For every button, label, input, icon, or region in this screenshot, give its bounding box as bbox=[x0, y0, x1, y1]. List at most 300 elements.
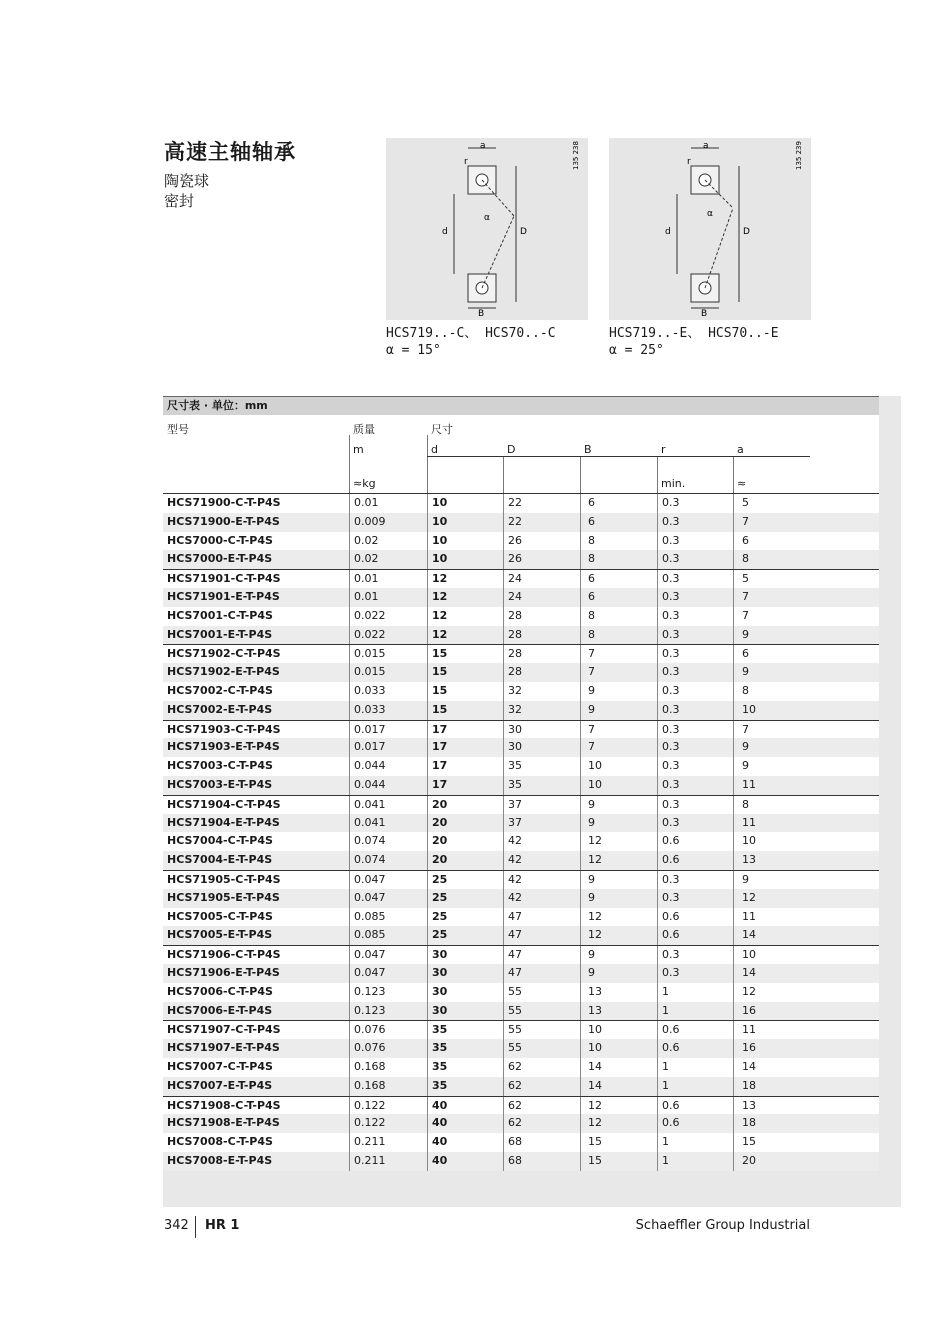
cell-D: 42 bbox=[503, 832, 580, 851]
cell-r: 0.6 bbox=[657, 926, 733, 945]
table-row bbox=[163, 870, 879, 889]
header-dimensions: 尺寸 bbox=[431, 423, 453, 436]
cell-a: 14 bbox=[733, 926, 810, 945]
cell-B: 10 bbox=[580, 1021, 657, 1039]
cell-a: 18 bbox=[733, 1114, 810, 1133]
cell-D: 30 bbox=[503, 721, 580, 739]
cell-d: 15 bbox=[427, 701, 503, 720]
cell-D: 28 bbox=[503, 663, 580, 682]
cell-type: HCS71900-E-T-P4S bbox=[167, 514, 280, 528]
cell-r: 1 bbox=[657, 1152, 733, 1171]
cell-a: 9 bbox=[733, 738, 810, 757]
cell-type: HCS7002-C-T-P4S bbox=[167, 683, 273, 697]
cell-type: HCS71905-C-T-P4S bbox=[167, 872, 281, 886]
cell-D: 55 bbox=[503, 1002, 580, 1021]
cell-mass: 0.085 bbox=[349, 926, 427, 945]
cell-d: 17 bbox=[427, 738, 503, 757]
cell-D: 24 bbox=[503, 588, 580, 607]
company-name: Schaeffler Group Industrial bbox=[635, 1218, 810, 1233]
cell-r: 1 bbox=[657, 1058, 733, 1077]
cell-mass: 0.017 bbox=[349, 738, 427, 757]
table-row bbox=[163, 908, 879, 927]
table-row bbox=[163, 569, 879, 588]
table-row bbox=[163, 964, 879, 983]
cell-d: 35 bbox=[427, 1077, 503, 1096]
cell-D: 22 bbox=[503, 494, 580, 513]
cell-d: 12 bbox=[427, 570, 503, 588]
cell-mass: 0.044 bbox=[349, 757, 427, 776]
cell-D: 28 bbox=[503, 626, 580, 645]
table-body bbox=[163, 494, 879, 1171]
label-a: a bbox=[703, 141, 709, 151]
cell-D: 55 bbox=[503, 983, 580, 1002]
cell-mass: 0.047 bbox=[349, 964, 427, 983]
cell-r: 0.3 bbox=[657, 964, 733, 983]
cell-mass: 0.022 bbox=[349, 607, 427, 626]
cell-B: 6 bbox=[580, 494, 657, 513]
cell-a: 6 bbox=[733, 532, 810, 551]
cell-a: 13 bbox=[733, 1097, 810, 1115]
cell-a: 13 bbox=[733, 851, 810, 870]
cell-mass: 0.085 bbox=[349, 908, 427, 927]
cell-D: 47 bbox=[503, 908, 580, 927]
cell-B: 12 bbox=[580, 1097, 657, 1115]
table-row bbox=[163, 945, 879, 964]
cell-D: 68 bbox=[503, 1133, 580, 1152]
cell-d: 25 bbox=[427, 908, 503, 927]
table-row bbox=[163, 607, 879, 626]
label-d: d bbox=[442, 227, 448, 237]
figure-angle: α = 25° bbox=[609, 343, 664, 358]
cell-B: 8 bbox=[580, 607, 657, 626]
cell-B: 14 bbox=[580, 1058, 657, 1077]
cell-a: 6 bbox=[733, 645, 810, 663]
cell-a: 8 bbox=[733, 682, 810, 701]
cell-D: 28 bbox=[503, 645, 580, 663]
cell-type: HCS71901-C-T-P4S bbox=[167, 572, 281, 586]
cell-mass: 0.02 bbox=[349, 550, 427, 569]
table-row bbox=[163, 1077, 879, 1096]
table-row bbox=[163, 1114, 879, 1133]
cell-type: HCS7005-E-T-P4S bbox=[167, 928, 273, 942]
cell-d: 10 bbox=[427, 513, 503, 532]
cell-mass: 0.076 bbox=[349, 1039, 427, 1058]
cell-r: 0.6 bbox=[657, 1039, 733, 1058]
cell-type: HCS71905-E-T-P4S bbox=[167, 890, 280, 904]
label-D: D bbox=[520, 227, 527, 237]
cell-d: 25 bbox=[427, 926, 503, 945]
cell-d: 12 bbox=[427, 607, 503, 626]
table-row bbox=[163, 532, 879, 551]
cell-r: 0.6 bbox=[657, 908, 733, 927]
cell-D: 32 bbox=[503, 701, 580, 720]
cell-D: 62 bbox=[503, 1114, 580, 1133]
cell-mass: 0.211 bbox=[349, 1133, 427, 1152]
cell-D: 47 bbox=[503, 964, 580, 983]
cell-D: 32 bbox=[503, 682, 580, 701]
cell-type: HCS71903-E-T-P4S bbox=[167, 740, 280, 754]
cell-mass: 0.033 bbox=[349, 682, 427, 701]
cell-B: 8 bbox=[580, 626, 657, 645]
cell-a: 11 bbox=[733, 814, 810, 833]
cell-mass: 0.074 bbox=[349, 832, 427, 851]
cell-B: 8 bbox=[580, 532, 657, 551]
cell-B: 7 bbox=[580, 721, 657, 739]
cell-type: HCS7000-C-T-P4S bbox=[167, 533, 273, 547]
cell-mass: 0.009 bbox=[349, 513, 427, 532]
cell-d: 25 bbox=[427, 871, 503, 889]
cell-type: HCS71900-C-T-P4S bbox=[167, 496, 281, 509]
cell-a: 8 bbox=[733, 550, 810, 569]
cell-type: HCS7007-E-T-P4S bbox=[167, 1078, 273, 1092]
header-r: r bbox=[661, 443, 666, 456]
cell-d: 30 bbox=[427, 946, 503, 964]
cell-a: 18 bbox=[733, 1077, 810, 1096]
cell-type: HCS7004-C-T-P4S bbox=[167, 834, 273, 848]
header-a-approx: ≈ bbox=[737, 477, 747, 490]
cell-type: HCS71908-C-T-P4S bbox=[167, 1098, 281, 1112]
cell-type: HCS7008-E-T-P4S bbox=[167, 1153, 273, 1167]
table-row bbox=[163, 738, 879, 757]
cell-d: 17 bbox=[427, 757, 503, 776]
cell-d: 25 bbox=[427, 889, 503, 908]
table-row bbox=[163, 1058, 879, 1077]
cell-type: HCS7000-E-T-P4S bbox=[167, 552, 273, 566]
cell-mass: 0.047 bbox=[349, 871, 427, 889]
cell-D: 55 bbox=[503, 1039, 580, 1058]
cell-B: 12 bbox=[580, 832, 657, 851]
cell-mass: 0.168 bbox=[349, 1077, 427, 1096]
cell-B: 8 bbox=[580, 550, 657, 569]
cell-type: HCS7005-C-T-P4S bbox=[167, 909, 273, 923]
cell-D: 62 bbox=[503, 1058, 580, 1077]
label-D: D bbox=[743, 227, 750, 237]
cell-D: 24 bbox=[503, 570, 580, 588]
header-kg: ≈kg bbox=[353, 477, 376, 490]
cell-type: HCS7001-E-T-P4S bbox=[167, 627, 273, 641]
cell-a: 10 bbox=[733, 701, 810, 720]
header-r-min: min. bbox=[661, 477, 686, 490]
figure-ref: 135 238 bbox=[572, 141, 580, 170]
table-title: 尺寸表 · 单位：mm bbox=[163, 396, 879, 415]
cell-mass: 0.123 bbox=[349, 983, 427, 1002]
cell-D: 26 bbox=[503, 550, 580, 569]
table-header bbox=[163, 415, 879, 494]
table-row bbox=[163, 1096, 879, 1115]
cell-B: 6 bbox=[580, 588, 657, 607]
header-d: d bbox=[431, 443, 438, 456]
cell-d: 10 bbox=[427, 532, 503, 551]
cell-B: 14 bbox=[580, 1077, 657, 1096]
cell-r: 0.6 bbox=[657, 1021, 733, 1039]
header-type: 型号 bbox=[167, 423, 189, 436]
header-D: D bbox=[507, 443, 516, 456]
cell-D: 37 bbox=[503, 814, 580, 833]
cell-type: HCS7002-E-T-P4S bbox=[167, 702, 273, 716]
cell-r: 0.3 bbox=[657, 645, 733, 663]
cell-mass: 0.047 bbox=[349, 946, 427, 964]
cell-r: 1 bbox=[657, 983, 733, 1002]
table-row bbox=[163, 550, 879, 569]
header-mass: 质量 bbox=[353, 423, 375, 436]
cell-type: HCS71902-E-T-P4S bbox=[167, 665, 280, 679]
cell-mass: 0.01 bbox=[349, 570, 427, 588]
cell-type: HCS71906-C-T-P4S bbox=[167, 948, 281, 962]
table-row bbox=[163, 926, 879, 945]
cell-d: 10 bbox=[427, 494, 503, 513]
cell-type: HCS71902-C-T-P4S bbox=[167, 647, 281, 661]
cell-type: HCS7004-E-T-P4S bbox=[167, 853, 273, 867]
cell-r: 0.3 bbox=[657, 701, 733, 720]
bearing-cross-section-e bbox=[609, 138, 811, 320]
cell-B: 9 bbox=[580, 682, 657, 701]
cell-D: 42 bbox=[503, 851, 580, 870]
cell-B: 9 bbox=[580, 946, 657, 964]
cell-a: 5 bbox=[733, 494, 810, 513]
cell-B: 9 bbox=[580, 796, 657, 814]
label-B: B bbox=[478, 309, 485, 319]
cell-mass: 0.033 bbox=[349, 701, 427, 720]
cell-mass: 0.01 bbox=[349, 588, 427, 607]
cell-mass: 0.015 bbox=[349, 645, 427, 663]
cell-a: 11 bbox=[733, 776, 810, 795]
cell-D: 22 bbox=[503, 513, 580, 532]
cell-a: 11 bbox=[733, 1021, 810, 1039]
bearing-drawing-e bbox=[609, 138, 811, 320]
table-row bbox=[163, 494, 879, 513]
figure-ref: 135 239 bbox=[795, 141, 803, 170]
cell-B: 6 bbox=[580, 513, 657, 532]
cell-mass: 0.01 bbox=[349, 494, 427, 513]
cell-d: 10 bbox=[427, 550, 503, 569]
cell-a: 7 bbox=[733, 607, 810, 626]
cell-D: 35 bbox=[503, 757, 580, 776]
cell-type: HCS71903-C-T-P4S bbox=[167, 722, 281, 736]
heading-block bbox=[164, 136, 296, 211]
cell-r: 0.3 bbox=[657, 626, 733, 645]
table-row bbox=[163, 851, 879, 870]
cell-type: HCS7006-E-T-P4S bbox=[167, 1003, 273, 1017]
cell-D: 62 bbox=[503, 1097, 580, 1115]
table-row bbox=[163, 795, 879, 814]
cell-type: HCS71908-E-T-P4S bbox=[167, 1116, 280, 1130]
cell-mass: 0.015 bbox=[349, 663, 427, 682]
cell-D: 37 bbox=[503, 796, 580, 814]
cell-r: 0.3 bbox=[657, 532, 733, 551]
cell-D: 62 bbox=[503, 1077, 580, 1096]
cell-type: HCS71904-C-T-P4S bbox=[167, 797, 281, 811]
cell-r: 0.3 bbox=[657, 607, 733, 626]
cell-d: 30 bbox=[427, 964, 503, 983]
cell-B: 9 bbox=[580, 964, 657, 983]
cell-a: 12 bbox=[733, 983, 810, 1002]
table-row bbox=[163, 832, 879, 851]
cell-D: 28 bbox=[503, 607, 580, 626]
cell-d: 40 bbox=[427, 1114, 503, 1133]
cell-d: 17 bbox=[427, 776, 503, 795]
page-footer bbox=[164, 1216, 810, 1236]
cell-D: 30 bbox=[503, 738, 580, 757]
bearing-drawing-c bbox=[386, 138, 588, 320]
cell-a: 7 bbox=[733, 513, 810, 532]
cell-d: 20 bbox=[427, 796, 503, 814]
table-row bbox=[163, 1002, 879, 1021]
cell-mass: 0.211 bbox=[349, 1152, 427, 1171]
cell-d: 40 bbox=[427, 1152, 503, 1171]
cell-B: 9 bbox=[580, 701, 657, 720]
cell-d: 17 bbox=[427, 721, 503, 739]
cell-a: 9 bbox=[733, 626, 810, 645]
cell-type: HCS7003-E-T-P4S bbox=[167, 777, 273, 791]
cell-mass: 0.044 bbox=[349, 776, 427, 795]
cell-r: 0.3 bbox=[657, 721, 733, 739]
cell-B: 7 bbox=[580, 645, 657, 663]
label-alpha: α bbox=[484, 213, 490, 223]
cell-r: 1 bbox=[657, 1077, 733, 1096]
cell-a: 7 bbox=[733, 588, 810, 607]
cell-r: 0.3 bbox=[657, 946, 733, 964]
cell-r: 0.3 bbox=[657, 588, 733, 607]
cell-r: 0.6 bbox=[657, 1097, 733, 1115]
cell-d: 15 bbox=[427, 645, 503, 663]
cell-a: 10 bbox=[733, 946, 810, 964]
subtitle-sealed: 密封 bbox=[164, 192, 195, 210]
cell-a: 11 bbox=[733, 908, 810, 927]
cell-mass: 0.02 bbox=[349, 532, 427, 551]
cell-d: 20 bbox=[427, 814, 503, 833]
cell-a: 16 bbox=[733, 1039, 810, 1058]
cell-B: 13 bbox=[580, 1002, 657, 1021]
cell-r: 0.6 bbox=[657, 832, 733, 851]
cell-a: 16 bbox=[733, 1002, 810, 1021]
cell-d: 15 bbox=[427, 663, 503, 682]
cell-d: 30 bbox=[427, 1002, 503, 1021]
bearing-cross-section-c bbox=[386, 138, 588, 320]
table-row bbox=[163, 983, 879, 1002]
table-row bbox=[163, 1152, 879, 1171]
label-a: a bbox=[480, 141, 486, 151]
cell-B: 9 bbox=[580, 814, 657, 833]
cell-a: 9 bbox=[733, 871, 810, 889]
cell-mass: 0.168 bbox=[349, 1058, 427, 1077]
cell-mass: 0.074 bbox=[349, 851, 427, 870]
section-label: HR 1 bbox=[205, 1218, 240, 1233]
cell-d: 40 bbox=[427, 1133, 503, 1152]
cell-a: 5 bbox=[733, 570, 810, 588]
cell-d: 40 bbox=[427, 1097, 503, 1115]
header-m: m bbox=[353, 443, 364, 456]
cell-mass: 0.076 bbox=[349, 1021, 427, 1039]
table-row bbox=[163, 644, 879, 663]
cell-D: 47 bbox=[503, 946, 580, 964]
cell-B: 10 bbox=[580, 1039, 657, 1058]
cell-mass: 0.122 bbox=[349, 1097, 427, 1115]
cell-r: 0.3 bbox=[657, 796, 733, 814]
cell-r: 0.3 bbox=[657, 871, 733, 889]
table-row bbox=[163, 588, 879, 607]
cell-mass: 0.041 bbox=[349, 796, 427, 814]
cell-B: 12 bbox=[580, 851, 657, 870]
cell-B: 15 bbox=[580, 1152, 657, 1171]
cell-D: 47 bbox=[503, 926, 580, 945]
cell-r: 0.3 bbox=[657, 814, 733, 833]
cell-d: 30 bbox=[427, 983, 503, 1002]
figure-caption-e bbox=[609, 325, 779, 359]
figure-caption-c bbox=[386, 325, 556, 359]
table-row bbox=[163, 720, 879, 739]
cell-B: 10 bbox=[580, 776, 657, 795]
cell-r: 0.3 bbox=[657, 570, 733, 588]
header-B: B bbox=[584, 443, 592, 456]
cell-type: HCS7003-C-T-P4S bbox=[167, 759, 273, 773]
cell-D: 26 bbox=[503, 532, 580, 551]
cell-a: 14 bbox=[733, 1058, 810, 1077]
label-d: d bbox=[665, 227, 671, 237]
cell-D: 35 bbox=[503, 776, 580, 795]
cell-B: 12 bbox=[580, 926, 657, 945]
cell-type: HCS71907-E-T-P4S bbox=[167, 1041, 280, 1055]
cell-D: 42 bbox=[503, 889, 580, 908]
cell-r: 1 bbox=[657, 1002, 733, 1021]
table-row bbox=[163, 513, 879, 532]
figure-angle: α = 15° bbox=[386, 343, 441, 358]
cell-B: 15 bbox=[580, 1133, 657, 1152]
table-row bbox=[163, 626, 879, 645]
cell-r: 0.3 bbox=[657, 776, 733, 795]
cell-r: 0.3 bbox=[657, 682, 733, 701]
cell-d: 15 bbox=[427, 682, 503, 701]
table-row bbox=[163, 1133, 879, 1152]
cell-B: 12 bbox=[580, 908, 657, 927]
cell-d: 35 bbox=[427, 1021, 503, 1039]
cell-d: 12 bbox=[427, 588, 503, 607]
label-alpha: α bbox=[707, 209, 713, 219]
cell-B: 10 bbox=[580, 757, 657, 776]
cell-D: 42 bbox=[503, 871, 580, 889]
page-title: 高速主轴轴承 bbox=[164, 140, 296, 164]
cell-B: 9 bbox=[580, 889, 657, 908]
cell-r: 0.3 bbox=[657, 738, 733, 757]
cell-D: 68 bbox=[503, 1152, 580, 1171]
cell-r: 0.3 bbox=[657, 550, 733, 569]
cell-D: 55 bbox=[503, 1021, 580, 1039]
cell-type: HCS71904-E-T-P4S bbox=[167, 815, 280, 829]
cell-r: 1 bbox=[657, 1133, 733, 1152]
table-row bbox=[163, 757, 879, 776]
cell-a: 15 bbox=[733, 1133, 810, 1152]
cell-a: 20 bbox=[733, 1152, 810, 1171]
cell-mass: 0.041 bbox=[349, 814, 427, 833]
table-row bbox=[163, 663, 879, 682]
table-row bbox=[163, 776, 879, 795]
cell-r: 0.3 bbox=[657, 757, 733, 776]
cell-B: 7 bbox=[580, 663, 657, 682]
table-row bbox=[163, 682, 879, 701]
cell-type: HCS7008-C-T-P4S bbox=[167, 1135, 273, 1149]
cell-type: HCS71906-E-T-P4S bbox=[167, 965, 280, 979]
cell-type: HCS7006-C-T-P4S bbox=[167, 984, 273, 998]
cell-a: 9 bbox=[733, 757, 810, 776]
cell-r: 0.6 bbox=[657, 851, 733, 870]
header-a: a bbox=[737, 443, 744, 456]
cell-B: 6 bbox=[580, 570, 657, 588]
dimension-table bbox=[163, 396, 879, 1171]
label-B: B bbox=[701, 309, 708, 319]
cell-d: 35 bbox=[427, 1058, 503, 1077]
table-row bbox=[163, 1020, 879, 1039]
label-r: r bbox=[464, 157, 468, 167]
cell-a: 14 bbox=[733, 964, 810, 983]
